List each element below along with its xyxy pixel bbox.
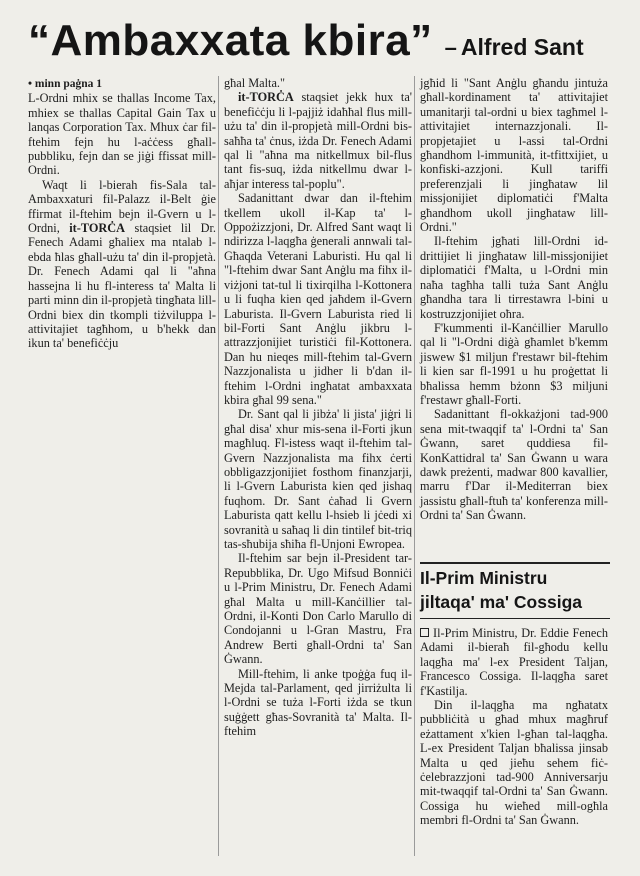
paragraph: L-Ordni mhix se thallas Income Tax, mhiex se thallas Capital Gain Tax u lanqas Corporation Tax. Mhux ċar fil-ftehim fejn hu l-aċċess għall-pubbliku, fejn dan se jiġi ffissat mill-Ordni. [28,91,216,178]
article-column-1 [28,76,216,351]
paragraph: Il-Prim Ministru, Dr. Eddie Fenech Adami il-bieraħ fil-għodu kellu laqgħa ma' l-ex President Taljan, Francesco Cossiga. Il-laqgħa saret f'Kastilja. [420,626,608,698]
paragraph: Sadanittant dwar dan il-ftehim tkellem ukoll il-Kap ta' l-Oppożizzjoni, Dr. Alfred Sant waqt li ndirizza l-laqgħa ġenerali annwali tal-Għaqda Veterani Laburisti. Hu qal li "l-ftehim dwar Sant Anġlu ma fihx il-viżjoni tat-tul li tixirqilha l-Kottonera u li fuqha kien qed jaħdem il-Gvern Laburista. Il-Gvern Laburista ried li bil-Forti Sant Anġlu jikbru l-attrazzjonijiet turistiċi fil-Kottonera. Dan hu nieqes mill-ftehim tal-Gvern Nazzjonalista u jidher li b'dan il-ftehim l-Ordni ingħatat ambaxxata kbira għal 99 sena." [224,191,412,407]
paragraph: Waqt li l-bierah fis-Sala tal-Ambaxxaturi fil-Palazz il-Belt ġie ffirmat il-ftehim bejn il-Gvern u l-Ordni, it-TORĊA staqsiet lil Dr. Fenech Adami għaliex ma ntalab l-ebda ħlas għall-użu ta' din il-propjetà. Dr. Fenech Adami qal li "aħna hassejna li hu fl-interess ta' Malta li parti minn din il-propjetà tingħata lill-Ordni biex din tkompli tiżviluppa l-attivitajiet tagħhom, u b'hekk dan ikun ta' benefiċċju [28,177,216,351]
square-bullet-icon [420,628,429,637]
paragraph: F'kummenti il-Kanċillier Marullo qal li "l-Ordni diġà għamlet b'kemm jiswew $1 miljun f'restawr bil-ftehim li kien sar fl-1991 u hu proġettat li bħalissa hemm bżonn $3 miljuni f'restawr għall-Forti. [420,320,608,407]
paragraph: Sadanittant fl-okkażjoni tad-900 sena mit-twaqqif ta' l-Ordni ta' San Ġwann, saret quddiesa fil-KonKattidral ta' San Ġwann u wara dawk preżenti, madwar 800 kavallier, marru f'Dar il-Mediterran biex jassistu għall-ftuħ ta' konferenza mill-Ordni ta' San Ġwann. [420,407,608,523]
paragraph: Il-ftehim jgħati lill-Ordni id-drittijiet li jingħataw lill-missjonijiet diplomatiċi f'Malta, u l-Ordni min naħa tagħha talli tuża Sant Anġlu għandha tara li tirrestawra l-bini u kostruzzjonijiet oħra. [420,234,608,321]
paragraph: Il-ftehim sar bejn il-President tar-Repubblika, Dr. Ugo Mifsud Bonniċi u l-Prim Ministru, Dr. Fenech Adami għal Malta u mill-Kanċillier tal-Ordni, il-Konti Don Carlo Marullo di Condojanni u l-Gran Mastru, Fra Andrew Berti għall-Ordni ta' San Ġwann. [224,551,412,667]
paragraph: Dr. Sant qal li jibża' li jista' jiġri li għal disa' xhur mis-sena il-Forti jkun magħluq. Fl-istess waqt il-ftehim tal-Gvern Nazzjonalista ma fihx ċerti obbligazzjonijiet fosthom finanzjarji, li l-Gvern Laburista kien qed jishaq fuqhom. Dr. Sant ċaħad li Gvern Laburista qatt kellu l-hsieb li jċedi xi sovranità u saħaq li din tintilef bit-triq tas-sħubija sħiħa fl-Unjoni Ewropea. [224,407,412,551]
headline-title: “Ambaxxata kbira” [28,16,433,65]
sidebar-top-rule [420,562,610,564]
sidebar-heading-line-2: jiltaqa' ma' Cossiga [420,592,582,612]
column-divider-1 [218,76,219,856]
paragraph: jgħid li "Sant Anġlu għandu jintuża għall-kordinament ta' attivitajiet umanitarji tal-ordni u biex tagħmel l-attivitajiet internazzjonali. Il-propjetajiet u l-assi tal-Ordni għandhom l-immunità, it-tfittxijiet, u konfiski-azzjoni. Kull tariffi preferenzjali li jingħataw lil missjonijiet diplomatiċi f'Malta għandhom ukoll jingħataw lill-Ordni." [420,76,608,235]
sidebar-body [420,626,608,828]
continued-from-kicker: • minn paġna 1 [28,78,103,90]
paragraph: it-TORĊA staqsiet jekk hux ta' benefiċċju li l-pajjiż idaħħal flus mill-użu ta' din il-propjetà mill-Ordni bis-saħħa ta' ċnus, iżda Dr. Fenech Adami qal li "aħna ma nitkellmux bil-flus tant fis-suq, iżda nitkellmu dwar l-aħjar interess tal-poplu". [224,90,412,191]
article-column-2 [224,76,412,739]
sidebar-heading [420,566,610,614]
article-column-3 [420,76,608,523]
article-headline [28,16,628,68]
paragraph: għal Malta." [224,76,286,90]
paragraph: Din il-laqgħa ma ngħatatx pubbliċità u għad mhux magħruf eżattament x'kien l-għan tal-laqgħa. L-ex President Taljan bħalissa jinsab Malta u qed jieħu sehem fiċ-ċelebrazzjoni tad-900 Anniversarju mit-twaqqif tal-Ordni ta' San Ġwann. Cossiga hu wieħed mill-ogħla membri fl-Ordni ta' San Ġwann. [420,698,608,828]
headline-dash: – [444,35,457,60]
headline-author: Alfred Sant [460,34,584,60]
sidebar-heading-rule [420,618,610,619]
sidebar-heading-line-1: Il-Prim Ministru [420,568,548,588]
paragraph: Mill-ftehim, li anke tpoġġa fuq il-Mejda tal-Parlament, qed jirriżulta li l-Ordni se tuża l-Forti iżda se tkun suġġett għas-Sovranità ta' Malta. Il-ftehim [224,666,412,739]
column-divider-2 [414,76,415,856]
